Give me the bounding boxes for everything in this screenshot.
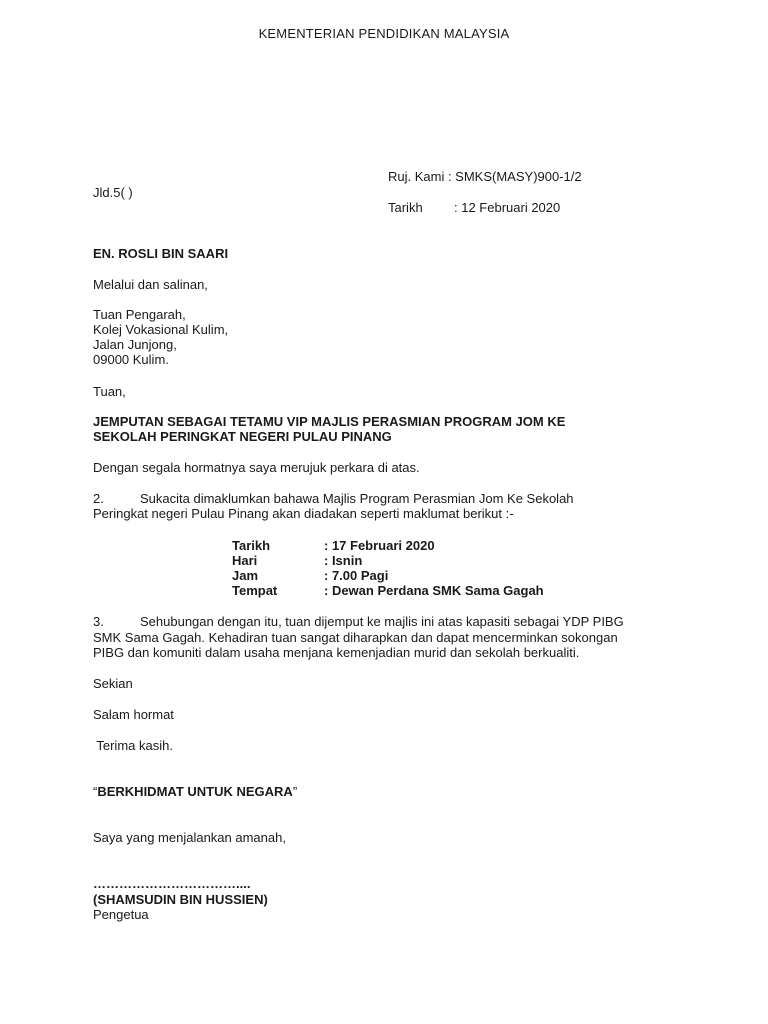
paragraph-2-line: Sukacita dimaklumkan bahawa Majlis Program Perasmian Jom Ke Sekolah (140, 491, 574, 506)
subject-line: SEKOLAH PERINGKAT NEGERI PULAU PINANG (93, 429, 392, 444)
event-detail-value: : Isnin (324, 553, 363, 568)
opening-paragraph: Dengan segala hormatnya saya merujuk perkara di atas. (93, 460, 420, 475)
event-detail-value: : 17 Februari 2020 (324, 538, 435, 553)
event-detail-value: : Dewan Perdana SMK Sama Gagah (324, 583, 544, 598)
event-detail-value: : 7.00 Pagi (324, 568, 389, 583)
event-detail-label: Hari (232, 553, 258, 568)
recipient-name: EN. ROSLI BIN SAARI (93, 246, 229, 261)
address-line: 09000 Kulim. (93, 352, 169, 367)
reference-date-label: Tarikh (388, 200, 423, 215)
event-detail-row (232, 583, 544, 598)
event-detail-label: Tarikh (232, 538, 271, 553)
paragraph-3-line: PIBG dan komuniti dalam usaha menjana kemenjadian murid dan sekolah berkualiti. (93, 645, 580, 660)
signature-line: …………………………….... (93, 876, 251, 891)
reference-ruj-kami: Ruj. Kami : SMKS(MASY)900-1/2 (388, 169, 582, 184)
closing-salam: Salam hormat (93, 707, 174, 722)
event-detail-label: Tempat (232, 583, 278, 598)
address-block (93, 307, 228, 367)
closing-amanah: Saya yang menjalankan amanah, (93, 830, 286, 845)
event-detail-row (232, 553, 544, 568)
event-detail-row (232, 568, 544, 583)
motto-text: BERKHIDMAT UNTUK NEGARA (97, 784, 293, 799)
motto (93, 784, 297, 799)
signatory-name: (SHAMSUDIN BIN HUSSIEN) (93, 892, 268, 907)
event-details (232, 538, 544, 598)
reference-date-value: : 12 Februari 2020 (454, 200, 561, 215)
address-line: Tuan Pengarah, (93, 307, 186, 322)
address-line: Kolej Vokasional Kulim, (93, 322, 229, 337)
paragraph-2-number: 2. (93, 491, 104, 506)
closing-thanks: Terima kasih. (93, 738, 173, 753)
event-detail-row (232, 538, 544, 553)
paragraph-3-number: 3. (93, 614, 104, 629)
subject-line: JEMPUTAN SEBAGAI TETAMU VIP MAJLIS PERASMIAN PROGRAM JOM KE (93, 414, 566, 429)
paragraph-3-line: SMK Sama Gagah. Kehadiran tuan sangat diharapkan dan dapat mencerminkan sokongan (93, 630, 618, 645)
motto-close-quote: ” (292, 784, 298, 799)
closing-sekian: Sekian (93, 676, 133, 691)
reference-jilid: Jld.5( ) (93, 185, 133, 200)
motto-open-quote: “ (93, 784, 98, 799)
event-detail-label: Jam (232, 568, 259, 583)
reference-date (388, 200, 560, 215)
address-line: Jalan Junjong, (93, 337, 177, 352)
paragraph-2-line: Peringkat negeri Pulau Pinang akan diadakan seperti maklumat berikut :- (93, 506, 514, 521)
paragraph-3-line: Sehubungan dengan itu, tuan dijemput ke majlis ini atas kapasiti sebagai YDP PIBG (140, 614, 624, 629)
subject-heading (93, 414, 565, 444)
via-line: Melalui dan salinan, (93, 277, 208, 292)
salutation: Tuan, (93, 384, 126, 399)
ministry-header: KEMENTERIAN PENDIDIKAN MALAYSIA (258, 26, 510, 41)
signatory-title: Pengetua (93, 907, 149, 922)
